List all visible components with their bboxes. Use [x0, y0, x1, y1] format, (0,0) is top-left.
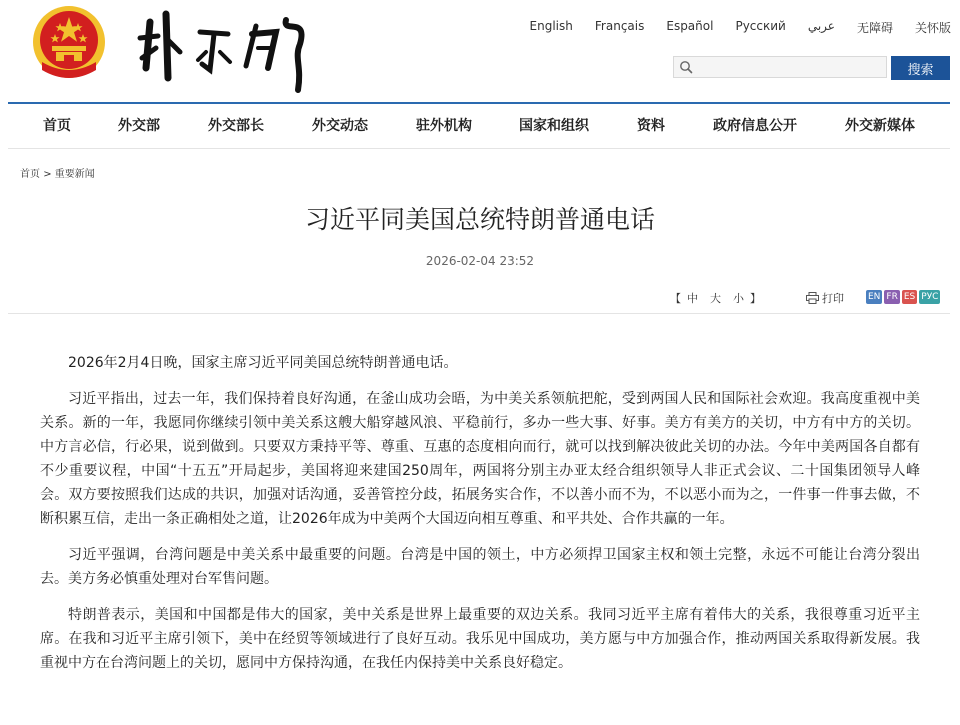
- badge-ru[interactable]: РУС: [921, 292, 939, 302]
- print-button[interactable]: [806, 290, 844, 306]
- lang-link-arabic[interactable]: عربي: [807, 19, 835, 33]
- nav-item-new-media[interactable]: 外交新媒体: [845, 118, 915, 134]
- publish-date: 2026-02-04 23:52: [425, 254, 535, 268]
- lang-link-spanish[interactable]: Español: [666, 19, 714, 33]
- article-divider: [8, 313, 950, 314]
- lang-link-english[interactable]: English: [529, 19, 573, 33]
- breadcrumb-separator: >: [43, 169, 52, 180]
- font-size-small[interactable]: 小: [733, 292, 744, 305]
- article-paragraph: 习近平强调，台湾问题是中美关系中最重要的问题。台湾是中国的领土，中方必须捍卫国家主权和领土完整，永远不可能让台湾分裂出去。美方务必慎重处理对台军售问题。: [40, 547, 920, 587]
- font-size-large[interactable]: 大: [710, 292, 721, 305]
- lang-link-french[interactable]: Français: [594, 19, 645, 33]
- national-emblem-icon[interactable]: [30, 4, 108, 88]
- site-header: [0, 0, 960, 104]
- accessibility-link[interactable]: 无障碍: [856, 21, 893, 35]
- nav-item-resources[interactable]: 资料: [637, 118, 665, 134]
- font-size-control: [670, 290, 761, 306]
- ministry-calligraphy-logo[interactable]: [136, 4, 316, 94]
- article-tools: [670, 290, 950, 306]
- badge-fr[interactable]: FR: [886, 292, 898, 302]
- nav-item-countries-organizations[interactable]: 国家和组织: [519, 118, 589, 134]
- nav-item-government-info[interactable]: 政府信息公开: [713, 118, 797, 134]
- search-button[interactable]: 搜索: [891, 56, 950, 80]
- lang-link-russian[interactable]: Русский: [735, 19, 786, 33]
- language-links: [508, 19, 951, 36]
- elder-care-link[interactable]: 关怀版: [914, 21, 951, 35]
- breadcrumb: [20, 165, 95, 180]
- printer-icon: [806, 292, 819, 304]
- language-badges: [866, 290, 942, 304]
- badge-es[interactable]: ES: [903, 292, 916, 302]
- article-paragraph: 2026年2月4日晚，国家主席习近平同美国总统特朗普通电话。: [68, 355, 458, 371]
- search-input[interactable]: [696, 57, 882, 77]
- main-nav: [8, 104, 950, 148]
- nav-item-ministry[interactable]: 外交部: [118, 118, 160, 134]
- nav-item-missions-abroad[interactable]: 驻外机构: [416, 118, 472, 134]
- search-box: [673, 56, 887, 78]
- nav-item-home[interactable]: 首页: [43, 118, 71, 134]
- page-title: 习近平同美国总统特朗普通电话: [304, 205, 655, 234]
- nav-item-minister[interactable]: 外交部长: [208, 118, 264, 134]
- breadcrumb-current[interactable]: 重要新闻: [54, 169, 95, 180]
- article-paragraph: 习近平指出，过去一年，我们保持着良好沟通，在釜山成功会晤，为中美关系领航把舵，受到两国人民和国际社会欢迎。我高度重视中美关系。新的一年，我愿同你继续引领中美关系这艘大船穿越风浪、平稳前行，多办一些大事、好事。美方有美方的关切，中方有中方的关切。中方言必信，行必果，说到做到。只要双方秉持平等、尊重、互惠的态度相向而行，就可以找到解决彼此关切的办法。今年中美两国各自都有不少重要议程，中国“十五五”开局起步，美国将迎来建国250周年，两国将分别主办亚太经合组织领导人非正式会议、二十国集团领导人峰会。双方要按照我们达成的共识，加强对话沟通，妥善管控分歧，拓展务实合作，不以善小而不为，不以恶小而为之，一件事一件事去做，不断积累互信，走出一条正确相处之道，让2026年成为中美两个大国迈向相互尊重、和平共处、合作共赢的一年。: [40, 391, 920, 527]
- article-paragraph: 特朗普表示，美国和中国都是伟大的国家，美中关系是世界上最重要的双边关系。我同习近平主席有着伟大的关系，我很尊重习近平主席。在我和习近平主席引领下，美中在经贸等领域进行了良好互动。我乐见中国成功，美方愿与中方加强合作，推动两国关系取得新发展。我重视中方在台湾问题上的关切，愿同中方保持沟通，在我任内保持美中关系良好稳定。: [40, 607, 920, 671]
- font-size-medium[interactable]: 中: [687, 292, 698, 305]
- nav-item-diplomatic-news[interactable]: 外交动态: [312, 118, 368, 134]
- print-label: 打印: [822, 292, 844, 305]
- breadcrumb-home[interactable]: 首页: [20, 169, 40, 180]
- nav-divider: [8, 148, 950, 149]
- article-body: [40, 351, 920, 687]
- search-icon: [679, 60, 693, 74]
- bracket-open: 【: [670, 292, 681, 305]
- badge-en[interactable]: EN: [868, 292, 881, 302]
- bracket-close: 】: [750, 292, 761, 305]
